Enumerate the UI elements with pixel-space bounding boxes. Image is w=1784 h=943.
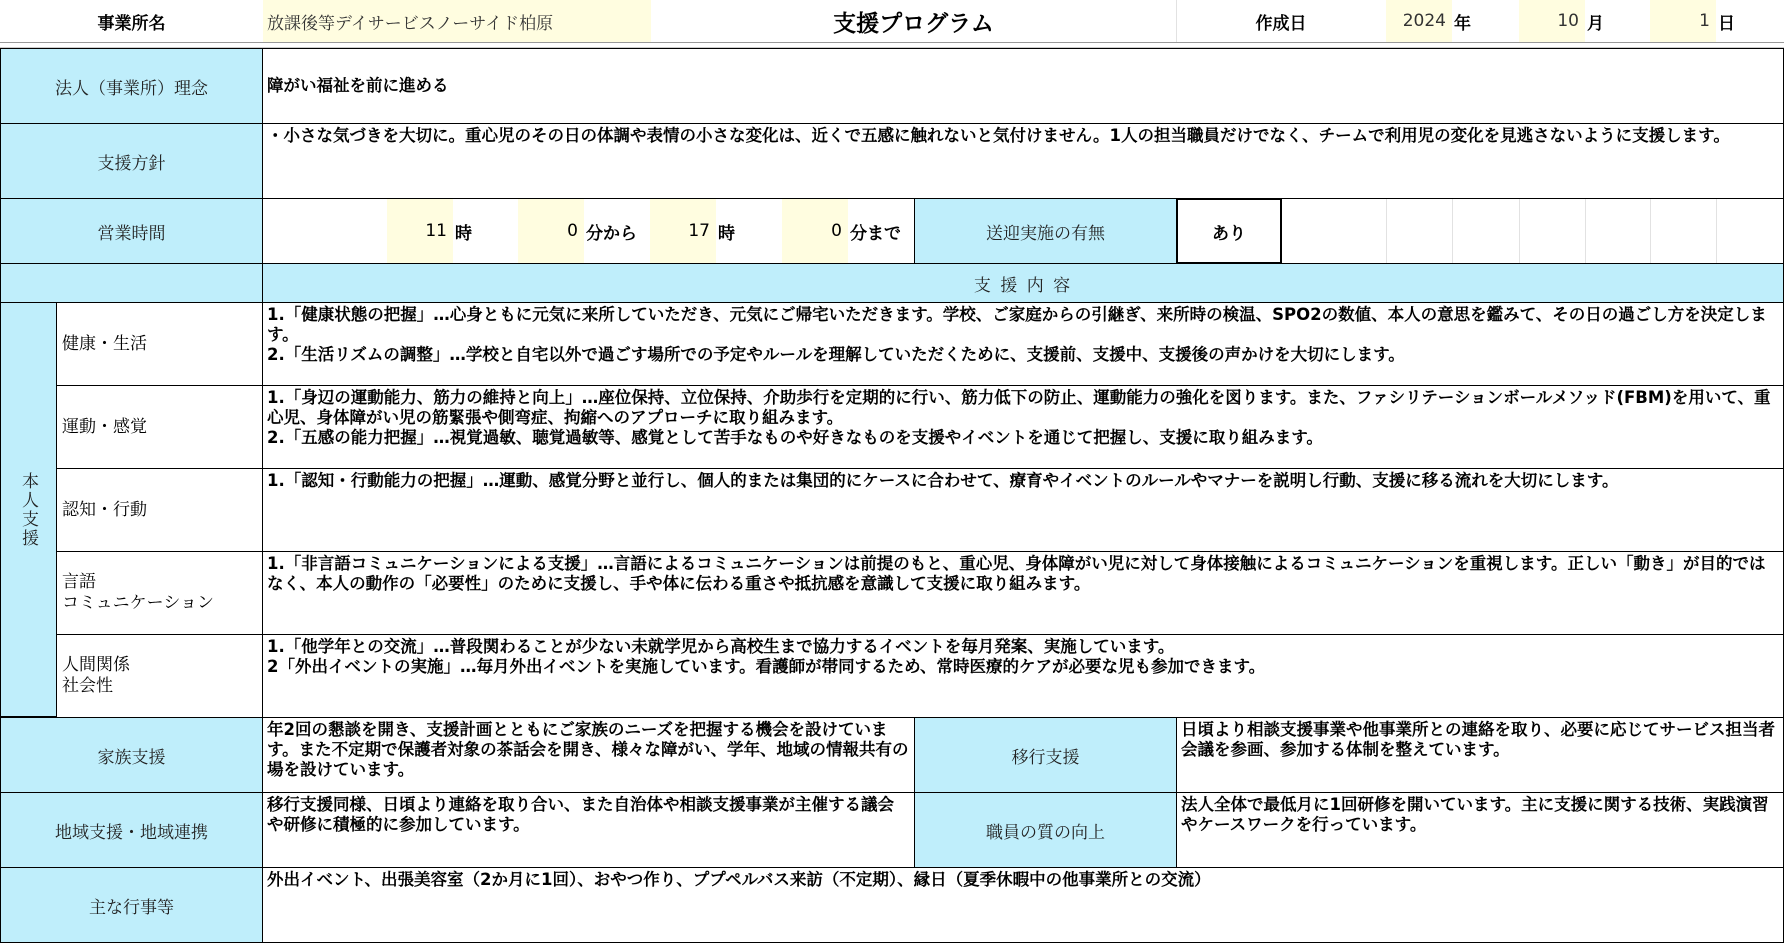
transition-support-label: 移行支援 bbox=[914, 717, 1177, 793]
year-unit: 年 bbox=[1454, 13, 1471, 34]
personal-support-label: 本人支援 bbox=[0, 302, 57, 717]
start-hour: 11 bbox=[387, 199, 453, 263]
grid-line bbox=[1716, 199, 1717, 263]
philosophy-text: 障がい福祉を前に進める bbox=[262, 48, 1784, 124]
staff-quality-label: 職員の質の向上 bbox=[914, 792, 1177, 868]
hour-unit-start: 時 bbox=[455, 223, 472, 244]
grid-line bbox=[1585, 199, 1586, 263]
social-relations-text: 1.「他学年との交流」…普段関わることが少ない未就学児から高校生まで協力するイベントを毎月発案、実施しています。 2「外出イベントの実施」…毎月外出イベントを実施しています。看護師が帯同するため、常時医療的ケアが必要な児も参加できます。 bbox=[262, 634, 1784, 718]
grid-line bbox=[1386, 199, 1387, 263]
created-date-label: 作成日 bbox=[1255, 13, 1307, 34]
end-minute: 0 bbox=[782, 199, 848, 263]
language-communication-text: 1.「非言語コミュニケーションによる支援」…言語によるコミュニケーションは前提のもと、重心児、身体障がい児に対して身体接触によるコミュニケーションを重視します。正しい「動き」が目的ではなく、本人の動作の「必要性」のために支援し、手や体に伝わる重さや抵抗感を意識して支援に取り組みます。 bbox=[262, 551, 1784, 635]
month-unit: 月 bbox=[1587, 13, 1604, 34]
min-unit-end: 分まで bbox=[850, 223, 901, 244]
office-name: 放課後等デイサービスノーサイド柏原 bbox=[263, 0, 651, 42]
health-life-text: 1.「健康状態の把握」…心身ともに元気に来所していただき、元気にご帰宅いただきます。学校、ご家庭からの引継ぎ、来所時の検温、SPO2の数値、本人の意思を鑑みて、その日の過ごし方を決定します。 2.「生活リズムの調整」…学校と自宅以外で過ごす場所での予定やルールを理解していただくために、支援前、支援中、支援後の声かけを大切にします。 bbox=[262, 302, 1784, 386]
cognition-behavior-label: 認知・行動 bbox=[56, 468, 263, 552]
support-content-header: 支 援 内 容 bbox=[262, 263, 1784, 303]
min-unit-start: 分から bbox=[586, 223, 637, 244]
transport-value: あり bbox=[1176, 198, 1282, 264]
created-month: 10 bbox=[1519, 0, 1585, 42]
page-title: 支援プログラム bbox=[833, 10, 994, 37]
start-minute: 0 bbox=[518, 199, 584, 263]
community-support-label: 地域支援・地域連携 bbox=[0, 792, 263, 868]
health-life-label: 健康・生活 bbox=[56, 302, 263, 386]
created-day: 1 bbox=[1650, 0, 1716, 42]
motor-sensory-label: 運動・感覚 bbox=[56, 385, 263, 469]
cognition-behavior-text: 1.「認知・行動能力の把握」…運動、感覚分野と並行し、個人的または集団的にケースに合わせて、療育やイベントのルールやマナーを説明し行動、支援に移る流れを大切にします。 bbox=[262, 468, 1784, 552]
philosophy-label: 法人（事業所）理念 bbox=[0, 48, 263, 124]
social-relations-label: 人間関係 社会性 bbox=[56, 634, 263, 718]
office-label: 事業所名 bbox=[97, 13, 166, 34]
community-support-text: 移行支援同様、日頃より連絡を取り合い、また自治体や相談支援事業が主催する議会や研修に積極的に参加しています。 bbox=[262, 792, 915, 868]
events-label: 主な行事等 bbox=[0, 867, 263, 943]
grid-line bbox=[1650, 199, 1651, 263]
family-support-label: 家族支援 bbox=[0, 717, 263, 793]
language-communication-label: 言語 コミュニケーション bbox=[56, 551, 263, 635]
family-support-text: 年2回の懇談を開き、支援計画とともにご家族のニーズを把握する機会を設けています。また不定期で保護者対象の茶話会を開き、様々な障がい、学年、地域の情報共有の場を設けています。 bbox=[262, 717, 915, 793]
created-year: 2024 bbox=[1386, 0, 1452, 42]
support-header-spacer bbox=[0, 263, 263, 303]
motor-sensory-text: 1.「身辺の運動能力、筋力の維持と向上」…座位保持、立位保持、介助歩行を定期的に行い、筋力低下の防止、運動能力の強化を図ります。また、ファシリテーションボールメソッド(FBM)を用いて、重心児、身体障がい児の筋緊張や側弯症、拘縮へのアプローチに取り組みます。 2.「五感の能力把握」…視覚過敏、聴覚過敏等、感覚として苦手なものや好きなものを支援やイベントを通じて把握し、支援に取り組みます。 bbox=[262, 385, 1784, 469]
events-text: 外出イベント、出張美容室（2か月に1回）、おやつ作り、ププペルバス来訪（不定期）、縁日（夏季休暇中の他事業所との交流） bbox=[262, 867, 1784, 943]
hours-label: 営業時間 bbox=[0, 198, 263, 264]
staff-quality-text: 法人全体で最低月に1回研修を開いています。主に支援に関する技術、実践演習やケースワークを行っています。 bbox=[1176, 792, 1784, 868]
end-hour: 17 bbox=[650, 199, 716, 263]
hour-unit-end: 時 bbox=[718, 223, 735, 244]
transport-label: 送迎実施の有無 bbox=[914, 198, 1177, 264]
grid-line bbox=[1452, 199, 1453, 263]
transition-support-text: 日頃より相談支援事業や他事業所との連絡を取り、必要に応じてサービス担当者会議を参画、参加する体制を整えています。 bbox=[1176, 717, 1784, 793]
policy-text: ・小さな気づきを大切に。重心児のその日の体調や表情の小さな変化は、近くで五感に触れないと気付けません。1人の担当職員だけでなく、チームで利用児の変化を見逃さないように支援します。 bbox=[262, 123, 1784, 199]
policy-label: 支援方針 bbox=[0, 123, 263, 199]
day-unit: 日 bbox=[1718, 13, 1735, 34]
grid-line bbox=[1519, 199, 1520, 263]
